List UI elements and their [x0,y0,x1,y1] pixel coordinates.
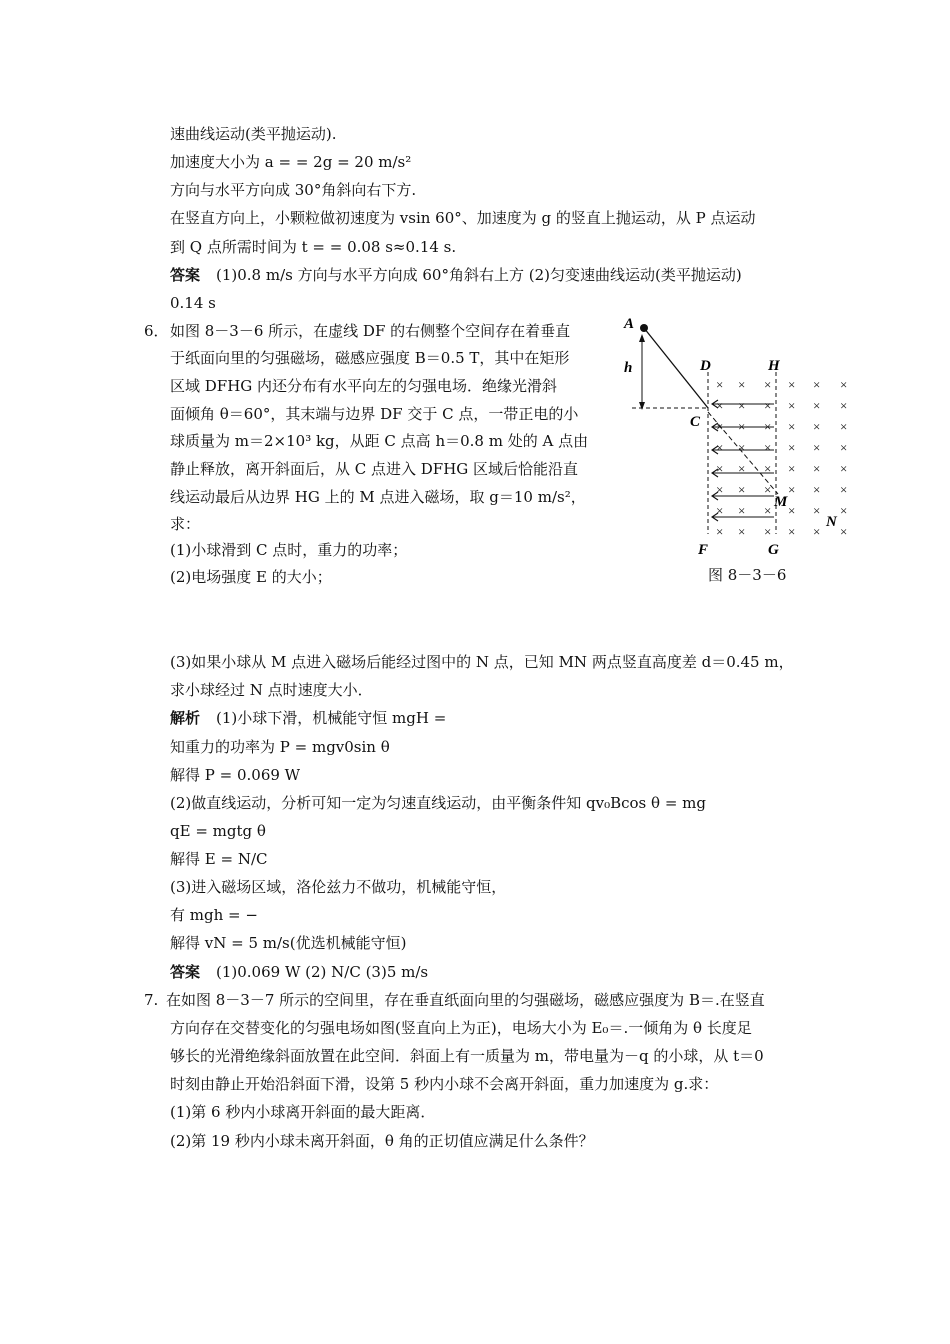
label-n: N [826,514,837,530]
cross-mark: × [840,503,848,518]
question-number: 7. [144,991,159,1009]
cross-mark: × [716,482,724,497]
incline [644,328,708,408]
label-f: F [698,542,709,558]
text-line: 速曲线运动(类平抛运动). [170,125,337,143]
question-number: 6． [144,322,169,340]
question-line: (2)第 19 秒内小球未离开斜面，θ 角的正切值应满足什么条件？ [170,1132,594,1150]
question-line: (1)小球滑到 C 点时，重力的功率； [170,541,408,559]
cross-mark: × [840,482,848,497]
h-arrow-down [639,402,645,410]
cross-mark: × [813,419,821,434]
solution-line: 有 mgh = − [170,906,258,924]
cross-mark: × [840,398,848,413]
question-line: 区域 DFHG 内还分布有水平向左的匀强电场．绝缘光滑斜 [170,377,558,395]
solution-line: 解得 vN = 5 m/s(优选机械能守恒) [170,934,407,952]
question-line: 球质量为 m＝2×10³ kg，从距 C 点高 h＝0.8 m 处的 A 点由 [170,432,589,450]
answer-label: 答案 [170,963,201,981]
cross-mark: × [738,482,746,497]
cross-mark: × [788,482,796,497]
cross-mark: × [764,419,772,434]
solution-label: 解析 [170,709,201,727]
cross-mark: × [716,503,724,518]
cross-mark: × [764,524,772,539]
answer-text: (1)0.8 m/s 方向与水平方向成 60°角斜右上方 (2)匀变速曲线运动(类平抛运动) [216,266,742,284]
cross-mark: × [716,461,724,476]
cross-mark: × [764,440,772,455]
solution-line: 解得 P = 0.069 W [170,766,301,784]
answer-text: (1)0.069 W (2) N/C (3)5 m/s [216,963,429,981]
solution-line: (3)进入磁场区域，洛伦兹力不做功，机械能守恒， [170,878,507,896]
cross-mark: × [738,440,746,455]
question-line: (1)第 6 秒内小球离开斜面的最大距离． [170,1103,436,1121]
cross-mark: × [788,440,796,455]
cross-mark: × [716,524,724,539]
text-line: 方向与水平方向成 30°角斜向右下方. [170,181,417,199]
question-line: 于纸面向里的匀强磁场，磁感应强度 B＝0.5 T，其中在矩形 [170,349,570,367]
cross-mark: × [840,419,848,434]
cross-mark: × [813,503,821,518]
cross-mark: × [738,398,746,413]
answer-text: 0.14 s [170,294,216,312]
answer-label: 答案 [170,266,201,284]
cross-mark: × [813,377,821,392]
solution-line: (2)做直线运动，分析可知一定为匀速直线运动，由平衡条件知 qv₀Bcos θ = mg [170,794,706,812]
cross-mark: × [764,461,772,476]
label-c: C [690,414,701,430]
cross-mark: × [813,398,821,413]
cross-mark: × [738,524,746,539]
cross-mark: × [764,503,772,518]
solution-line: 知重力的功率为 P = mgv0sin θ [170,738,390,756]
cross-mark: × [813,461,821,476]
question-line: 在如图 8－3－7 所示的空间里，存在垂直纸面向里的匀强磁场，磁感应强度为 B＝.在竖直 [166,991,765,1009]
cross-mark: × [840,524,848,539]
text-line: 到 Q 点所需时间为 t = = 0.08 s≈0.14 s. [170,238,457,256]
label-g: G [768,542,779,558]
cross-mark: × [716,398,724,413]
cross-mark: × [716,377,724,392]
cross-mark: × [840,461,848,476]
cross-mark: × [788,398,796,413]
question-line: 够长的光滑绝缘斜面放置在此空间．斜面上有一质量为 m，带电量为－q 的小球，从 t＝0 [170,1047,764,1065]
solution-line: (1)小球下滑，机械能守恒 mgH = [216,709,447,727]
cross-mark: × [840,440,848,455]
question-line: 时刻由静止开始沿斜面下滑，设第 5 秒内小球不会离开斜面，重力加速度为 g.求： [170,1075,719,1093]
text-line: 在竖直方向上，小颗粒做初速度为 vsin 60°、加速度为 g 的竖直上抛运动，从 P 点运动 [170,209,756,227]
question-line: (2)电场强度 E 的大小； [170,568,332,586]
cross-mark: × [738,377,746,392]
solution-line: 解得 E = N/C [170,850,268,868]
question-line: 面倾角 θ＝60°，其末端与边界 DF 交于 C 点，一带正电的小 [170,405,579,423]
cross-mark: × [788,419,796,434]
label-m: M [774,494,788,510]
cross-mark: × [716,419,724,434]
question-line: 线运动最后从边界 HG 上的 M 点进入磁场，取 g＝10 m/s²， [170,488,586,506]
question-line: 求小球经过 N 点时速度大小． [170,681,373,699]
solution-line: qE = mgtg θ [170,822,266,840]
question-line: 如图 8－3－6 所示，在虚线 DF 的右侧整个空间存在着垂直 [170,322,571,340]
cross-mark: × [764,398,772,413]
cross-mark: × [813,482,821,497]
question-line: 方向存在交替变化的匀强电场如图(竖直向上为正)，电场大小为 E₀＝.一倾角为 θ 长度足 [170,1019,752,1037]
text-line: 加速度大小为 a = = 2g = 20 m/s² [170,153,412,171]
label-a: A [624,316,635,332]
cross-mark: × [813,440,821,455]
question-line: 静止释放，离开斜面后，从 C 点进入 DFHG 区域后恰能沿直 [170,460,579,478]
cross-mark: × [788,524,796,539]
cross-mark: × [788,461,796,476]
figure-8-3-6 [618,314,858,564]
cross-mark: × [840,377,848,392]
cross-mark: × [738,419,746,434]
cross-mark: × [738,461,746,476]
question-line: (3)如果小球从 M 点进入磁场后能经过图中的 N 点，已知 MN 两点竖直高度差 d＝0.45 m， [170,653,794,671]
label-d: D [700,358,711,374]
label-h: h [624,360,633,376]
cross-mark: × [764,482,772,497]
cross-mark: × [788,377,796,392]
cross-mark: × [813,524,821,539]
figure-caption: 图 8－3－6 [708,566,787,584]
question-line: 求： [170,515,201,533]
cross-mark: × [738,503,746,518]
label-h-corner: H [768,358,780,374]
cross-mark: × [764,377,772,392]
h-arrow-up [639,334,645,342]
cross-mark: × [788,503,796,518]
cross-mark: × [716,440,724,455]
